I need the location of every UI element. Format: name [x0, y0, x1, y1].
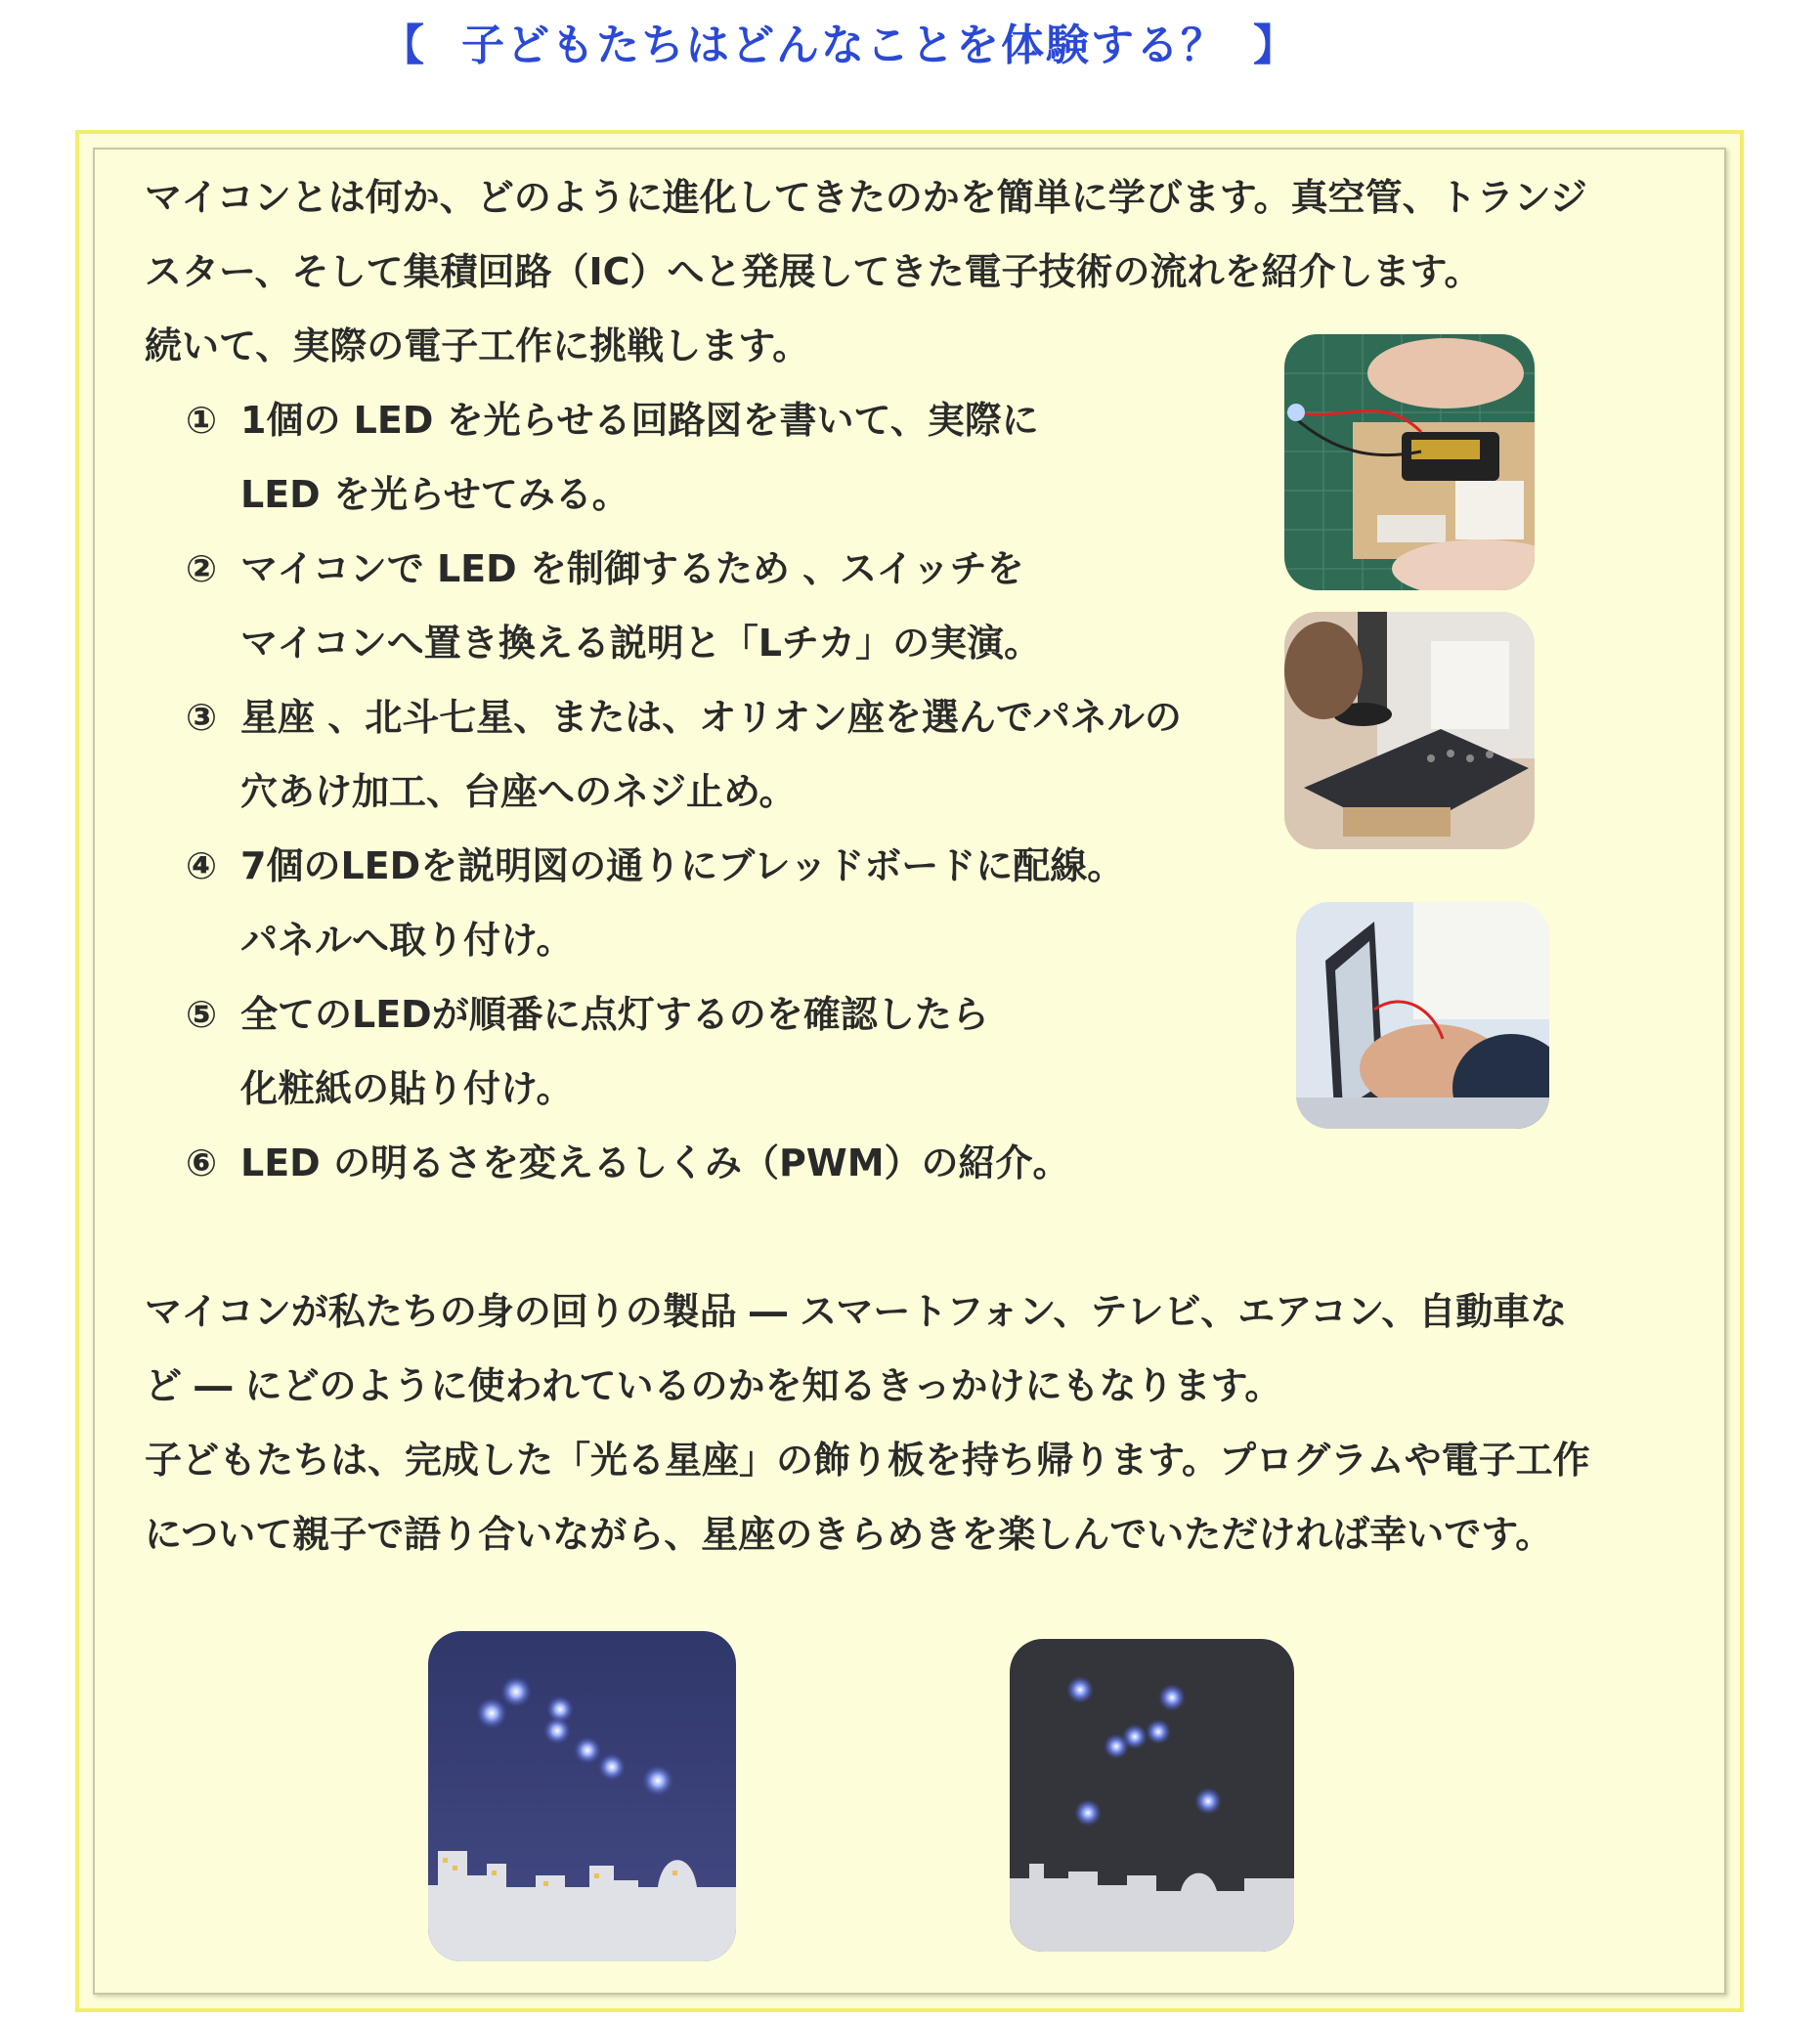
- intro-line: 続いて、実際の電子工作に挑戦します。: [145, 324, 810, 367]
- outro-line: 子どもたちは、完成した「光る星座」の飾り板を持ち帰ります。プログラムや電子工作: [145, 1439, 1590, 1482]
- photo-orion: [1010, 1639, 1294, 1952]
- photo-panel-drilling: [1284, 612, 1535, 849]
- step-number: ④: [186, 844, 218, 887]
- step-line: 化粧紙の貼り付け。: [240, 1067, 574, 1110]
- step-line: マイコンへ置き換える説明と「Lチカ」の実演。: [240, 622, 1042, 665]
- step-line: 穴あけ加工、台座へのネジ止め。: [240, 770, 797, 813]
- step-line: マイコンで LED を制御するため 、スイッチを: [240, 547, 1024, 590]
- step-line: LED を光らせてみる。: [240, 473, 629, 516]
- intro-line: マイコンとは何か、どのように進化してきたのかを簡単に学びます。真空管、トランジ: [145, 176, 1587, 219]
- step-number: ⑤: [186, 993, 218, 1036]
- step-number: ③: [186, 696, 218, 739]
- step-line: 全てのLEDが順番に点灯するのを確認したら: [240, 993, 989, 1036]
- step-number: ⑥: [186, 1141, 218, 1184]
- heading-open-bracket: 【: [381, 21, 426, 70]
- photo-panel-mounting: [1296, 902, 1549, 1129]
- step-line: 7個のLEDを説明図の通りにブレッドボードに配線。: [240, 844, 1125, 887]
- photo-led-circuit: [1284, 334, 1535, 590]
- step-number: ①: [186, 399, 218, 442]
- step-number: ②: [186, 547, 218, 590]
- outro-line: マイコンが私たちの身の回りの製品 ― スマートフォン、テレビ、エアコン、自動車な: [145, 1290, 1568, 1333]
- section-heading: [381, 10, 1298, 72]
- outro-line: ど ― にどのように使われているのかを知るきっかけにもなります。: [145, 1364, 1282, 1407]
- outro-line: について親子で語り合いながら、星座のきらめきを楽しんでいただければ幸いです。: [145, 1513, 1553, 1556]
- step-line: 星座 、北斗七星、または、オリオン座を選んでパネルの: [240, 696, 1182, 739]
- step-line: 1個の LED を光らせる回路図を書いて、実際に: [240, 399, 1039, 442]
- step-line: パネルへ取り付け。: [240, 919, 574, 962]
- heading-close-bracket: 】: [1253, 21, 1298, 70]
- intro-line: スター、そして集積回路（IC）へと発展してきた電子技術の流れを紹介します。: [145, 250, 1482, 293]
- photo-big-dipper: [428, 1631, 736, 1961]
- step-line: LED の明るさを変えるしくみ（PWM）の紹介。: [240, 1141, 1070, 1184]
- heading-title: 子どもたちはどんなことを体験する？: [461, 21, 1226, 70]
